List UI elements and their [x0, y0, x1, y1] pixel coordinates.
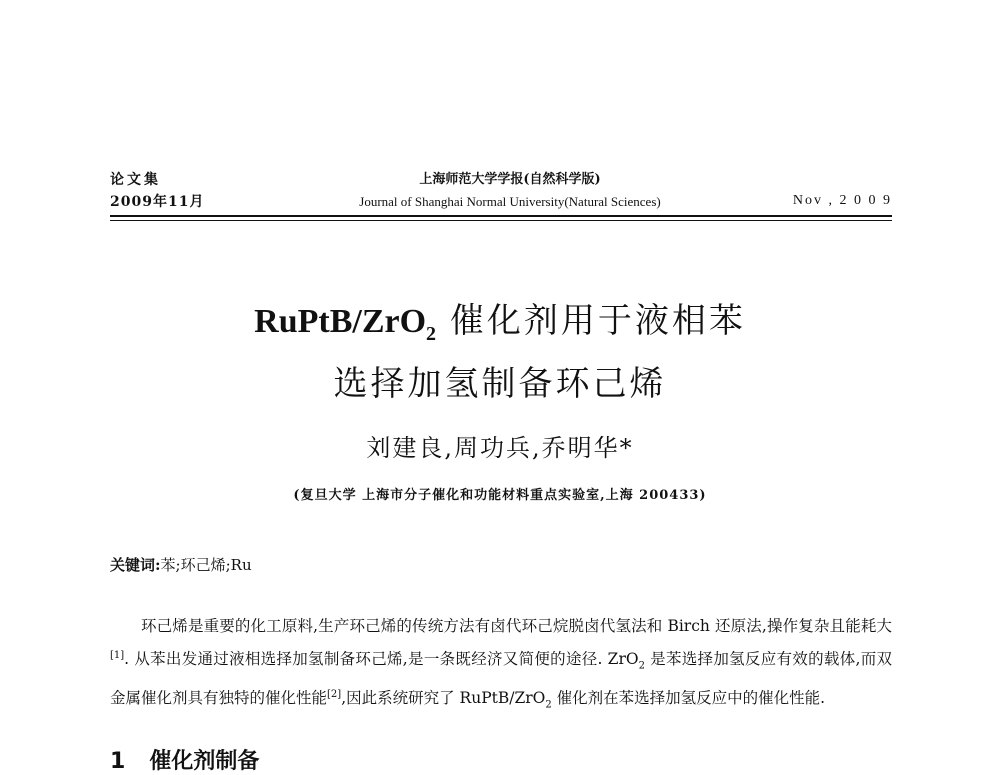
title-line-2: 选择加氢制备环己烯: [333, 363, 667, 404]
section-number: 1: [110, 749, 126, 774]
header-rule-thin: [110, 220, 892, 221]
header-left: [110, 171, 204, 211]
author-list: 刘建良,周功兵,乔明华*: [366, 434, 634, 462]
keywords-label: 关键词:: [110, 556, 161, 574]
keywords: [110, 554, 252, 575]
paper-title: [0, 296, 1000, 409]
journal-name-cn: 上海师范大学学报(自然科学版): [419, 172, 601, 187]
collection-label: 论文集: [110, 172, 161, 188]
header-rule-thick: [110, 215, 892, 217]
section-title: 催化剂制备: [149, 749, 260, 774]
issue-date-en: Nov , 2 0 0 9: [792, 193, 892, 208]
affiliation: (复旦大学 上海市分子催化和功能材料重点实验室,上海 200433): [293, 488, 707, 503]
journal-name-en: Journal of Shanghai Normal University(Natural Sciences): [359, 194, 661, 209]
issue-date-cn: 2009年11月: [110, 194, 205, 210]
intro-paragraph: 环己烯是重要的化工原料,生产环己烯的传统方法有卤代环己烷脱卤代氢法和 Birch 还原法,操作复杂且能耗大[1]. 从苯出发通过液相选择加氢制备环己烯,是一条既经济又简便的途径. ZrO$_2$ 是苯选择加氢反应有效的载体,而双金属催化剂具有独特的催化性能[2],因此系统研究了 RuPtB/ZrO$_2$ 催化剂在苯选择加氢反应中的催化性能.: [110, 617, 892, 711]
keywords-value: 苯;环己烯;Ru: [160, 556, 252, 574]
citation-1: [1]: [110, 650, 125, 661]
title-line-1: [0, 296, 1000, 359]
citation-2: [2]: [327, 689, 342, 701]
title-line-1-text: 催化剂用于液相苯: [436, 301, 746, 341]
title-formula: RuPtB/ZrO$_2$: [254, 303, 437, 345]
header-center: [300, 171, 720, 211]
